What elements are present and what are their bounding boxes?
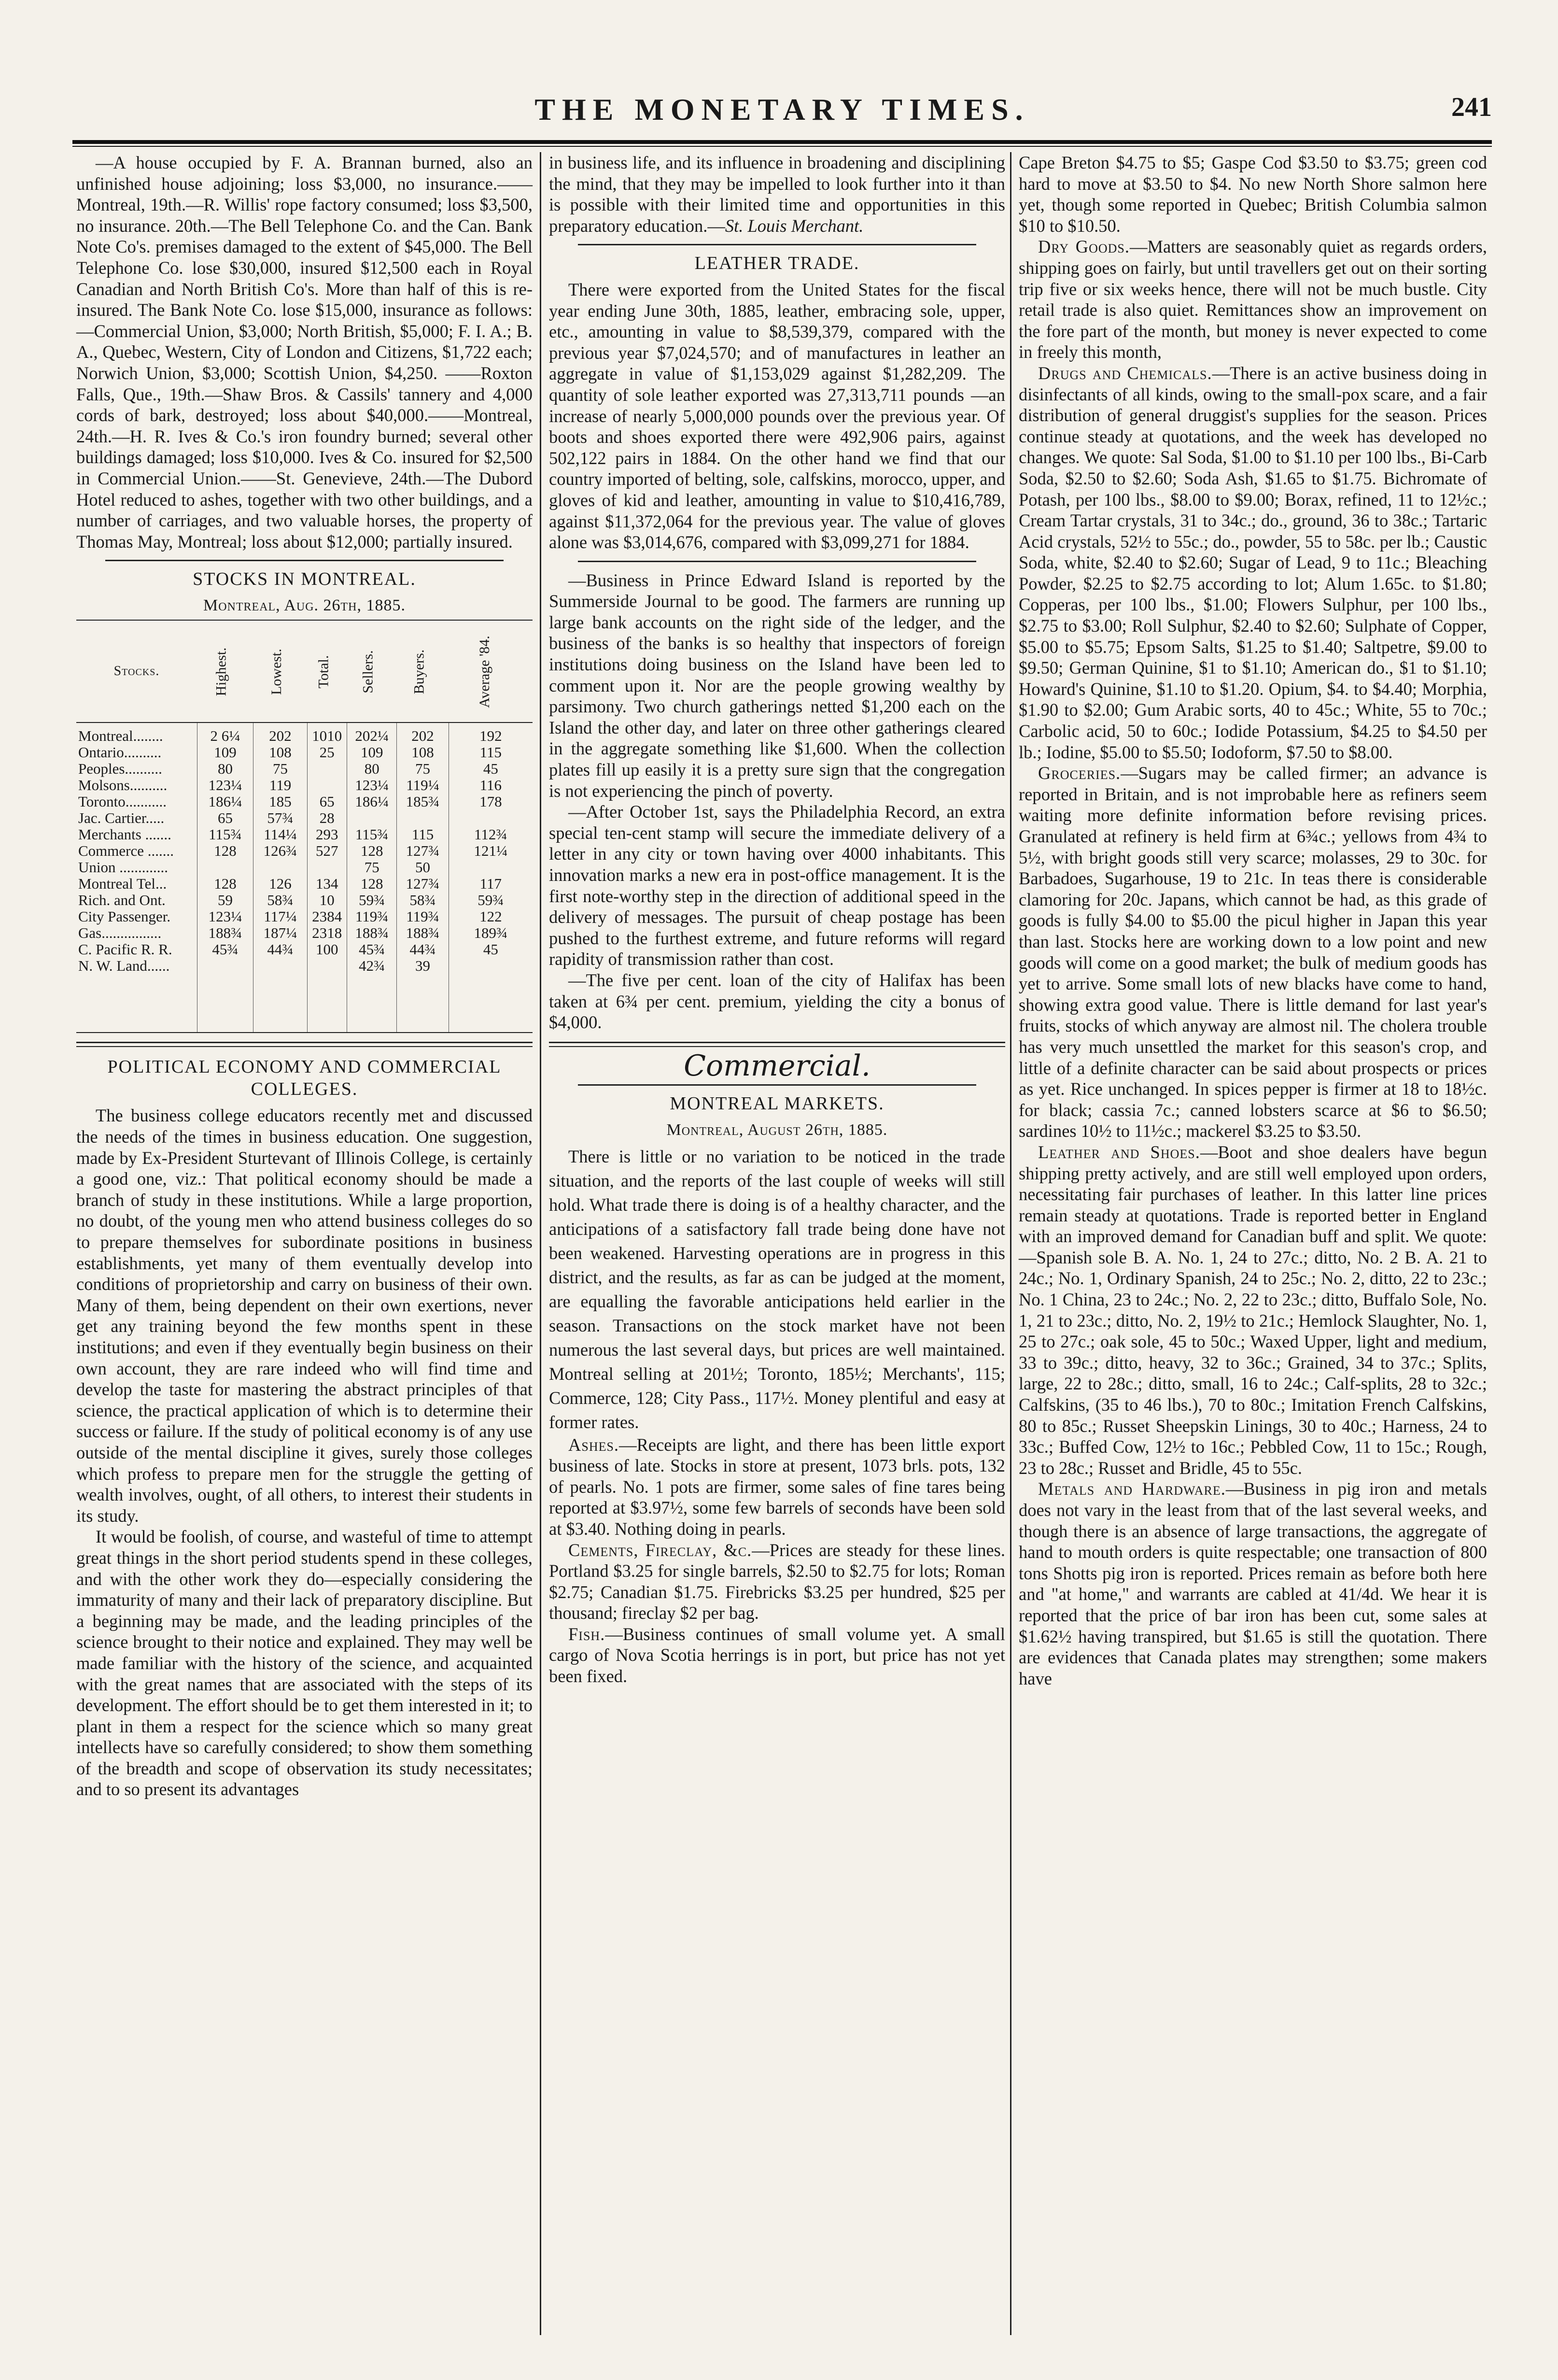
stock-value-cell: 45 xyxy=(449,941,533,958)
stocks-header-cell: Total. xyxy=(307,620,347,722)
stock-value-cell: 127¾ xyxy=(397,876,449,892)
stock-value-cell: 202 xyxy=(253,722,307,744)
stock-value-cell: 192 xyxy=(449,722,533,744)
table-row xyxy=(76,941,533,958)
stock-value-cell: 186¼ xyxy=(197,793,253,810)
stock-value-cell: 115¾ xyxy=(347,826,396,843)
stock-value-cell: 187¼ xyxy=(253,925,307,941)
metals-paragraph: Metals and Hardware.—Business in pig iron and metals does not vary in the least from that of the last several weeks, and though there is an absence of large transactions, the aggregate of hand to mouth orders is quite respectable; one transaction of 800 tons Shotts pig iron is reported. Prices remain as before both here and "at home," and warrants are cabled at 41/4d. We hear it is reported that the price of bar iron has been cut, some sales at $1.62½ having transpired, but $1.65 is still the quotation. There are evidences that Canada plates may strengthen; some makers have xyxy=(1019,1479,1487,1688)
stock-value-cell: 59¾ xyxy=(449,892,533,908)
drugs-paragraph: Drugs and Chemicals.—There is an active business doing in disinfectants of all kinds, owing to the small-pox scare, and a fair distribution of general druggist's supplies for the season. Prices continue steady at quotations, and the week has developed no changes. We quote: Sal Soda, $1.00 to $1.10 per 100 lbs., Bi-Carb Soda, $2.50 to $2.60; Soda Ash, $1.65 to $1.75. Bichromate of Potash, per 100 lbs., $8.00 to $9.00; Borax, refined, 11 to 12½c.; Cream Tartar crystals, 31 to 34c.; do., ground, 36 to 38c.; Tartaric Acid crystals, 52½ to 55c.; do., powder, 55 to 58c. per lb.; Caustic Soda, white, $2.40 to $2.60; Sugar of Lead, 9 to 11c.; Bleaching Powder, $2.25 to $2.75 according to lot; Alum 1.65c. to $1.80; Copperas, per 100 lbs., $1.00; Flowers Sulphur, per 100 lbs., $2.75 to $3.00; Roll Sulphur, $2.40 to $2.60; Sulphate of Copper, $5.00 to $5.75; Epsom Salts, $1.25 to $1.40; Saltpetre, $9.00 to $9.50; German Quinine, $1 to $1.10; American do., $1 to $1.10; Howard's Quinine, $1.10 to $1.20. Opium, $4. to $4.40; Morphia, $1.90 to $2.00; Gum Arabic sorts, 40 to 45c.; White, 55 to 70c.; Carbolic acid, 50 to 60c.; Iodide Potassium, $4.25 to $4.50 per lb.; Iodine, $5.00 to $5.50; Iodoform, $7.50 to $8.00. xyxy=(1019,363,1487,762)
table-row-blank xyxy=(76,974,533,1033)
stock-value-cell: 117 xyxy=(449,876,533,892)
stock-value-cell xyxy=(253,859,307,876)
table-row xyxy=(76,793,533,810)
stock-value-cell: 109 xyxy=(197,744,253,761)
stock-value-cell: 10 xyxy=(307,892,347,908)
section-rule xyxy=(578,561,976,562)
stock-value-cell: 58¾ xyxy=(253,892,307,908)
fire-report-paragraph: —A house occupied by F. A. Brannan burned, also an unfinished house adjoining; loss $3,000, no insurance.——Montreal, 19th.—R. Willis' rope factory consumed; loss $3,500, no insurance. 20th.—The Bell Telephone Co. and the Can. Bank Note Co's. premises damaged to the extent of $45,000. The Bell Telephone Co. lose $30,000, insured $12,500 each in Royal Canadian and North British Co's. More than half of this is re-insured. The Bank Note Co. lose $15,000, insurance as follows:—Commercial Union, $3,000; North British, $5,000; F. I. A.; B. A., Quebec, Western, City of London and Citizens, $1,722 each; Norwich Union, $3,000; Scottish Union, $4,250. ——Roxton Falls, Que., 19th.—Shaw Bros. & Cassils' tannery and 4,000 cords of bark, destroyed; loss about $40,000.——Montreal, 24th.—H. R. Ives & Co.'s iron foundry burned; several other buildings damaged; loss $10,000. Ives & Co. insured for $2,500 in Commercial Union.——St. Genevieve, 24th.—The Dubord Hotel reduced to ashes, together with two other buildings, and a number of carriages, and two valuable horses, the property of Thomas May, Montreal; loss about $12,000; partially insured. xyxy=(76,153,533,552)
stocks-body xyxy=(76,722,533,1033)
groceries-paragraph: Groceries.—Sugars may be called firmer; an advance is reported in Britain, and is not improbable here as refiners seem waiting more definite information before revising prices. Granulated at refinery is held firm at 6¾c.; yellows from 4¾ to 5½, with bright goods still very scarce; molasses, 29 to 30c. for Barbadoes, Sugarhouse, 19 to 21c. In teas there is considerable clamoring for 20c. Japans, which cannot be had, as this grade of goods is fully $4.00 to $5.00 the picul higher in Japan this year than last. Stocks here are working down to a low point and new goods will come on a good market; the bulk of medium goods has yet to arrive. Some small lots of new blacks have come to hand, showing extra good value. There is little demand for last year's fruits, stocks of which anyway are almost nil. The cholera trouble has very much unsettled the market for this season's crop, and little of a definite character can be said about prospects or prices as yet. Rice unchanged. In spices pepper is firmer at 18 to 18½c. for black; cassia 7c.; canned lobsters scarce at $6 to $6.50; sardines 10½ to 11½c.; mackerel $3.25 to $3.50. xyxy=(1019,763,1487,1141)
stock-value-cell: 188¾ xyxy=(347,925,396,941)
stock-value-cell: 65 xyxy=(307,793,347,810)
column-1 xyxy=(76,152,533,1800)
montreal-markets-paragraph: There is little or no variation to be noticed in the trade situation, and the reports of the last couple of weeks will still hold. What trade there is doing is of a healthy character, and the anticipations of a satisfactory fall trade being done have not been weakened. Harvesting operations are in progress in this district, and the results, as far as can be judged at the moment, are equalling the favorable anticipations held earlier in the season. Transactions on the stock market have not been numerous the last several days, but prices are well maintained. Montreal selling at 201½; Toronto, 185½; Merchants', 115; Commerce, 128; City Pass., 117½. Money plentiful and easy at former rates. xyxy=(549,1146,1005,1432)
blank-cell xyxy=(197,974,253,1033)
stock-value-cell: 185 xyxy=(253,793,307,810)
cements-paragraph: Cements, Fireclay, &c.—Prices are steady for these lines. Portland $3.25 for single barrels, $2.50 to $2.75 for lots; Roman $2.75; Canadian $1.75. Firebricks $3.25 per hundred, $25 per thousand; fireclay $2 per bag. xyxy=(549,1540,1005,1623)
table-row xyxy=(76,925,533,941)
stock-name-cell: Commerce ....... xyxy=(78,842,174,860)
stock-value-cell: 119¾ xyxy=(347,908,396,925)
stocks-header-cell: Sellers. xyxy=(347,620,396,722)
header-rule-thin xyxy=(72,146,1492,147)
stock-value-cell: 100 xyxy=(307,941,347,958)
dry-goods-paragraph: Dry Goods.—Matters are seasonably quiet as regards orders, shipping goes on fairly, but until travellers get out on their sorting trip five or six weeks hence, there will not be much bustle. City retail trade is also quiet. Remittances show an improvement on the fore part of the month, but money is never expected to come in freely this month, xyxy=(1019,237,1487,362)
stock-value-cell: 80 xyxy=(197,761,253,777)
stock-value-cell xyxy=(449,810,533,826)
stock-value-cell: 126 xyxy=(253,876,307,892)
page-header xyxy=(72,72,1492,126)
stock-value-cell: 39 xyxy=(397,958,449,974)
stock-value-cell: 123¼ xyxy=(197,777,253,793)
stock-name-cell: Toronto........... xyxy=(78,793,167,810)
table-row xyxy=(76,722,533,744)
stock-value-cell: 109 xyxy=(347,744,396,761)
stock-value-cell xyxy=(397,810,449,826)
table-row xyxy=(76,859,533,876)
stock-name-cell: Rich. and Ont. xyxy=(78,892,166,909)
stock-value-cell: 116 xyxy=(449,777,533,793)
table-row xyxy=(76,843,533,859)
table-row xyxy=(76,826,533,843)
section-rule xyxy=(578,244,976,245)
stock-value-cell: 45¾ xyxy=(347,941,396,958)
stock-value-cell xyxy=(307,777,347,793)
stock-value-cell: 58¾ xyxy=(397,892,449,908)
stock-value-cell: 115¾ xyxy=(197,826,253,843)
stock-value-cell: 185¾ xyxy=(397,793,449,810)
fish-paragraph: Fish.—Business continues of small volume yet. A small cargo of Nova Scotia herrings is in port, but price has not yet been fixed. xyxy=(549,1624,1005,1686)
blank-cell xyxy=(347,974,396,1033)
stock-value-cell: 188¾ xyxy=(397,925,449,941)
table-row xyxy=(76,777,533,793)
stock-value-cell: 59 xyxy=(197,892,253,908)
stock-value-cell xyxy=(347,810,396,826)
stock-name-cell: Jac. Cartier..... xyxy=(78,809,165,827)
blank-cell xyxy=(253,974,307,1033)
table-row xyxy=(76,892,533,908)
stocks-header-cell: Stocks. xyxy=(76,620,197,722)
stocks-header-cell: Highest. xyxy=(197,620,253,722)
leather-trade-paragraph: There were exported from the United States for the fiscal year ending June 30th, 1885, leather, embracing sole, upper, etc., amounting in value to $8,539,379, compared with the previous year $7,024,570; and of manufactures in leather an aggregate in value of $1,153,029 against $1,282,209. The quantity of sole leather exported was 27,313,711 pounds —an increase of nearly 5,000,000 pounds over the previous year. Of boots and shoes exported there were 492,906 pairs, against 502,122 pairs in 1884. On the other hand we find that our country imported of belting, sole, calfskins, morocco, upper, and gloves of kid and leather, amounting in value to $10,416,789, against $11,372,064 for the previous year. The value of gloves alone was $3,014,676, compared with $3,099,271 for 1884. xyxy=(549,279,1005,552)
leather-shoes-paragraph: Leather and Shoes.—Boot and shoe dealers have begun shipping pretty actively, and are still well employed upon orders, necessitating fair purchases of leather. In this latter line prices remain steady at quotations. Trade is reported better in England with an improved demand for Canadian buff and split. We quote:—Spanish sole B. A. No. 1, 24 to 27c.; ditto, No. 2 B. A. 21 to 24c.; No. 1, Ordinary Spanish, 24 to 25c.; No. 2, ditto, 22 to 23c.; No. 1 China, 23 to 24c.; No. 2, 22 to 23c.; ditto, Buffalo Sole, No. 1, 21 to 23c.; ditto, No. 2, 19½ to 21c.; Hemlock Slaughter, No. 1, 25 to 27c.; oak sole, 45 to 50c.; Waxed Upper, light and medium, 33 to 39c.; ditto, heavy, 32 to 36c.; Grained, 34 to 37c.; Splits, large, 22 to 28c.; ditto, small, 16 to 24c.; Calf-splits, 28 to 32c.; Calfskins, (35 to 46 lbs.), 70 to 80c.; Imitation French Calfskins, 80 to 85c.; Russet Sheepskin Linings, 30 to 40c.; Harness, 24 to 33c.; Buffed Cow, 12½ to 16c.; Pebbled Cow, 11 to 15c.; Rough, 23 to 28c.; Russet and Bridle, 45 to 55c. xyxy=(1019,1142,1487,1478)
stock-value-cell: 42¾ xyxy=(347,958,396,974)
section-rule xyxy=(549,1042,1005,1047)
stocks-header-row xyxy=(76,620,533,722)
stock-value-cell: 2318 xyxy=(307,925,347,941)
stock-value-cell xyxy=(197,859,253,876)
stock-value-cell: 57¾ xyxy=(253,810,307,826)
stocks-header-cell: Lowest. xyxy=(253,620,307,722)
stock-value-cell xyxy=(253,958,307,974)
pei-paragraph: —Business in Prince Edward Island is reported by the Summerside Journal to be good. The farmers are running up large bank accounts on the right side of the ledger, and the business of the banks is so healthy that inspectors of foreign institutions doing business on the Island have been led to comment upon it. Nor are the people growing wealthy by parsimony. Two church gatherings netted $1,200 each on the Island the other day, and later on three other gatherings cleared in the aggregate something like $1,600. When the collection plates fill up easily it is a pretty sure sign that the congregation is not experiencing the pinch of poverty. xyxy=(549,570,1005,801)
table-row xyxy=(76,958,533,974)
column-2 xyxy=(549,152,1005,1687)
stock-value-cell: 80 xyxy=(347,761,396,777)
stock-value-cell: 75 xyxy=(347,859,396,876)
stock-name-cell: Montreal........ xyxy=(78,727,163,745)
stock-name-cell: Montreal Tel... xyxy=(78,875,167,892)
leather-trade-title: LEATHER TRADE. xyxy=(694,253,860,274)
stock-value-cell: 25 xyxy=(307,744,347,761)
stock-value-cell: 28 xyxy=(307,810,347,826)
stock-name-cell: Ontario.......... xyxy=(78,744,162,761)
stock-value-cell xyxy=(307,761,347,777)
stock-name-cell: Merchants ....... xyxy=(78,826,171,843)
stock-value-cell: 50 xyxy=(397,859,449,876)
stock-value-cell: 75 xyxy=(397,761,449,777)
section-rule xyxy=(578,1084,976,1086)
stock-value-cell: 44¾ xyxy=(253,941,307,958)
source-citation: St. Louis Merchant. xyxy=(725,215,864,236)
stock-value-cell: 121¼ xyxy=(449,843,533,859)
stock-name-cell: C. Pacific R. R. xyxy=(78,941,172,958)
stock-name-cell: Molsons.......... xyxy=(78,777,168,794)
stock-name-cell: N. W. Land...... xyxy=(78,957,170,975)
political-economy-title: POLITICAL ECONOMY AND COMMERCIAL COLLEGES. xyxy=(107,1057,502,1100)
stocks-date: Montreal, Aug. 26th, 1885. xyxy=(203,596,406,614)
political-economy-continuation: in business life, and its influence in broadening and disciplining the mind, that they may be impelled to look further into it than is possible with their limited time and opportunities in this preparatory education.—St. Louis Merchant. xyxy=(549,153,1005,236)
stocks-header-cell: Average '84. xyxy=(449,620,533,722)
stock-name-cell: Union ............. xyxy=(78,859,168,876)
stock-value-cell: 123¼ xyxy=(197,908,253,925)
blank-cell xyxy=(76,974,197,1033)
stock-value-cell: 108 xyxy=(253,744,307,761)
stock-value-cell: 127¾ xyxy=(397,843,449,859)
stock-value-cell: 65 xyxy=(197,810,253,826)
header-rule xyxy=(72,140,1492,144)
blank-cell xyxy=(449,974,533,1033)
stock-value-cell: 189¾ xyxy=(449,925,533,941)
table-row xyxy=(76,761,533,777)
halifax-paragraph: —The five per cent. loan of the city of Halifax has been taken at 6¾ per cent. premium, yielding the city a bonus of $4,000. xyxy=(549,970,1005,1033)
table-row xyxy=(76,744,533,761)
stock-value-cell: 59¾ xyxy=(347,892,396,908)
stocks-header-cell: Buyers. xyxy=(397,620,449,722)
stock-value-cell: 202¼ xyxy=(347,722,396,744)
stock-value-cell: 44¾ xyxy=(397,941,449,958)
stock-value-cell: 115 xyxy=(449,744,533,761)
stock-value-cell: 112¾ xyxy=(449,826,533,843)
stock-value-cell: 126¾ xyxy=(253,843,307,859)
stock-value-cell: 188¾ xyxy=(197,925,253,941)
stock-value-cell: 119¾ xyxy=(397,908,449,925)
stock-name-cell: City Passenger. xyxy=(78,908,171,925)
stocks-table xyxy=(76,620,533,1033)
political-economy-paragraph: It would be foolish, of course, and wasteful of time to attempt great things in the short period students spend in these colleges, and with the other work they do—especially considering the immaturity of many and their lack of preparatory discipline. But a beginning may be made, and the leading principles of the science brought to their notice and explained. They may well be made familiar with the history of the science, and acquainted with the great names that are associated with the steps of its development. The effort should be to get them interested in it; to plant in them a respect for the science which so many great intellects have so carefully considered; to show them something of the breadth and scope of observation its study necessitates; and to so present its advantages xyxy=(76,1527,533,1799)
montreal-markets-date: Montreal, August 26th, 1885. xyxy=(666,1120,888,1139)
stock-value-cell: 2 6¼ xyxy=(197,722,253,744)
stock-value-cell: 527 xyxy=(307,843,347,859)
stock-value-cell: 114¼ xyxy=(253,826,307,843)
stock-value-cell xyxy=(307,859,347,876)
table-row xyxy=(76,810,533,826)
stock-value-cell: 128 xyxy=(347,843,396,859)
political-economy-paragraph: The business college educators recently met and discussed the needs of the times in business education. One suggestion, made by Ex-President Sturtevant of Illinois College, is certainly a good one, viz.: That political economy should be made a branch of study in these institutions. While a large proportion, no doubt, of the young men who attend business colleges do so to prepare themselves for subordinate positions in business establishments, yet many of them eventually develop into conditions of proprietorship and carry on business of their own. Many of them, being dependent on their own exertions, never get any training beyond the few months spent in these institutions; and even if they eventually begin business on their own account, they are rare indeed who will find time and develop the taste for mastering the abstract principles of that science, the practical application of which is to determine their success or failure. If the study of political economy is of any use outside of the mental discipline it gives, surely those colleges which profess to prepare men for the struggle the getting of wealth involves, ought, of all others, to interest their students in its study. xyxy=(76,1105,533,1526)
masthead-title: THE MONETARY TIMES. xyxy=(534,92,1030,127)
page-number: 241 xyxy=(1451,92,1492,122)
stock-name-cell: Peoples.......... xyxy=(78,760,162,778)
stock-value-cell: 178 xyxy=(449,793,533,810)
blank-cell xyxy=(397,974,449,1033)
stock-value-cell: 123¼ xyxy=(347,777,396,793)
fish-continuation: Cape Breton $4.75 to $5; Gaspe Cod $3.50 to $3.75; green cod hard to move at $3.50 to $4. No new North Shore salmon here yet, though some reported in Quebec; British Columbia salmon $10 to $10.50. xyxy=(1019,153,1487,236)
stock-value-cell: 122 xyxy=(449,908,533,925)
stock-value-cell: 202 xyxy=(397,722,449,744)
stock-name-cell: Gas................ xyxy=(78,924,162,942)
stock-value-cell: 108 xyxy=(397,744,449,761)
montreal-markets-title: MONTREAL MARKETS. xyxy=(670,1093,884,1114)
stock-value-cell: 75 xyxy=(253,761,307,777)
stock-value-cell xyxy=(449,958,533,974)
column-divider xyxy=(1010,152,1011,2335)
stock-value-cell: 128 xyxy=(197,843,253,859)
table-row xyxy=(76,876,533,892)
stock-value-cell: 2384 xyxy=(307,908,347,925)
stock-value-cell: 115 xyxy=(397,826,449,843)
stock-value-cell: 186¼ xyxy=(347,793,396,810)
stock-value-cell: 119 xyxy=(253,777,307,793)
column-3 xyxy=(1019,152,1487,1689)
stock-value-cell: 128 xyxy=(347,876,396,892)
stock-value-cell: 134 xyxy=(307,876,347,892)
stock-value-cell xyxy=(449,859,533,876)
stock-value-cell: 119¼ xyxy=(397,777,449,793)
stocks-title: STOCKS IN MONTREAL. xyxy=(193,569,416,590)
philadelphia-paragraph: —After October 1st, says the Philadelphia Record, an extra special ten-cent stamp will secure the immediate delivery of a letter in any city or town having over 4000 inhabitants. This innovation marks a new era in post-office management. It is the first note-worthy step in the direction of additional speed in the delivery of messages. The pursuit of cheap postage has been pushed to the furthest extreme, and future reforms will regard rapidity of transmission rather than cost. xyxy=(549,802,1005,969)
stock-value-cell xyxy=(197,958,253,974)
section-rule xyxy=(76,1042,533,1047)
stock-value-cell xyxy=(307,958,347,974)
stock-value-cell: 293 xyxy=(307,826,347,843)
stock-value-cell: 128 xyxy=(197,876,253,892)
stock-value-cell: 1010 xyxy=(307,722,347,744)
commercial-heading: Commercial. xyxy=(684,1048,870,1083)
stock-value-cell: 45 xyxy=(449,761,533,777)
ashes-paragraph: Ashes.—Receipts are light, and there has been little export business of late. Stocks in store at present, 1073 brls. pots, 132 of pearls. No. 1 pots are firmer, some sales of fine tares being reported at $3.97½, some few barrels of seconds have been sold at $3.40. Nothing doing in pearls. xyxy=(549,1434,1005,1539)
section-rule xyxy=(105,560,504,561)
table-row xyxy=(76,908,533,925)
blank-cell xyxy=(307,974,347,1033)
column-divider xyxy=(540,152,541,2335)
stock-value-cell: 117¼ xyxy=(253,908,307,925)
stock-value-cell: 45¾ xyxy=(197,941,253,958)
